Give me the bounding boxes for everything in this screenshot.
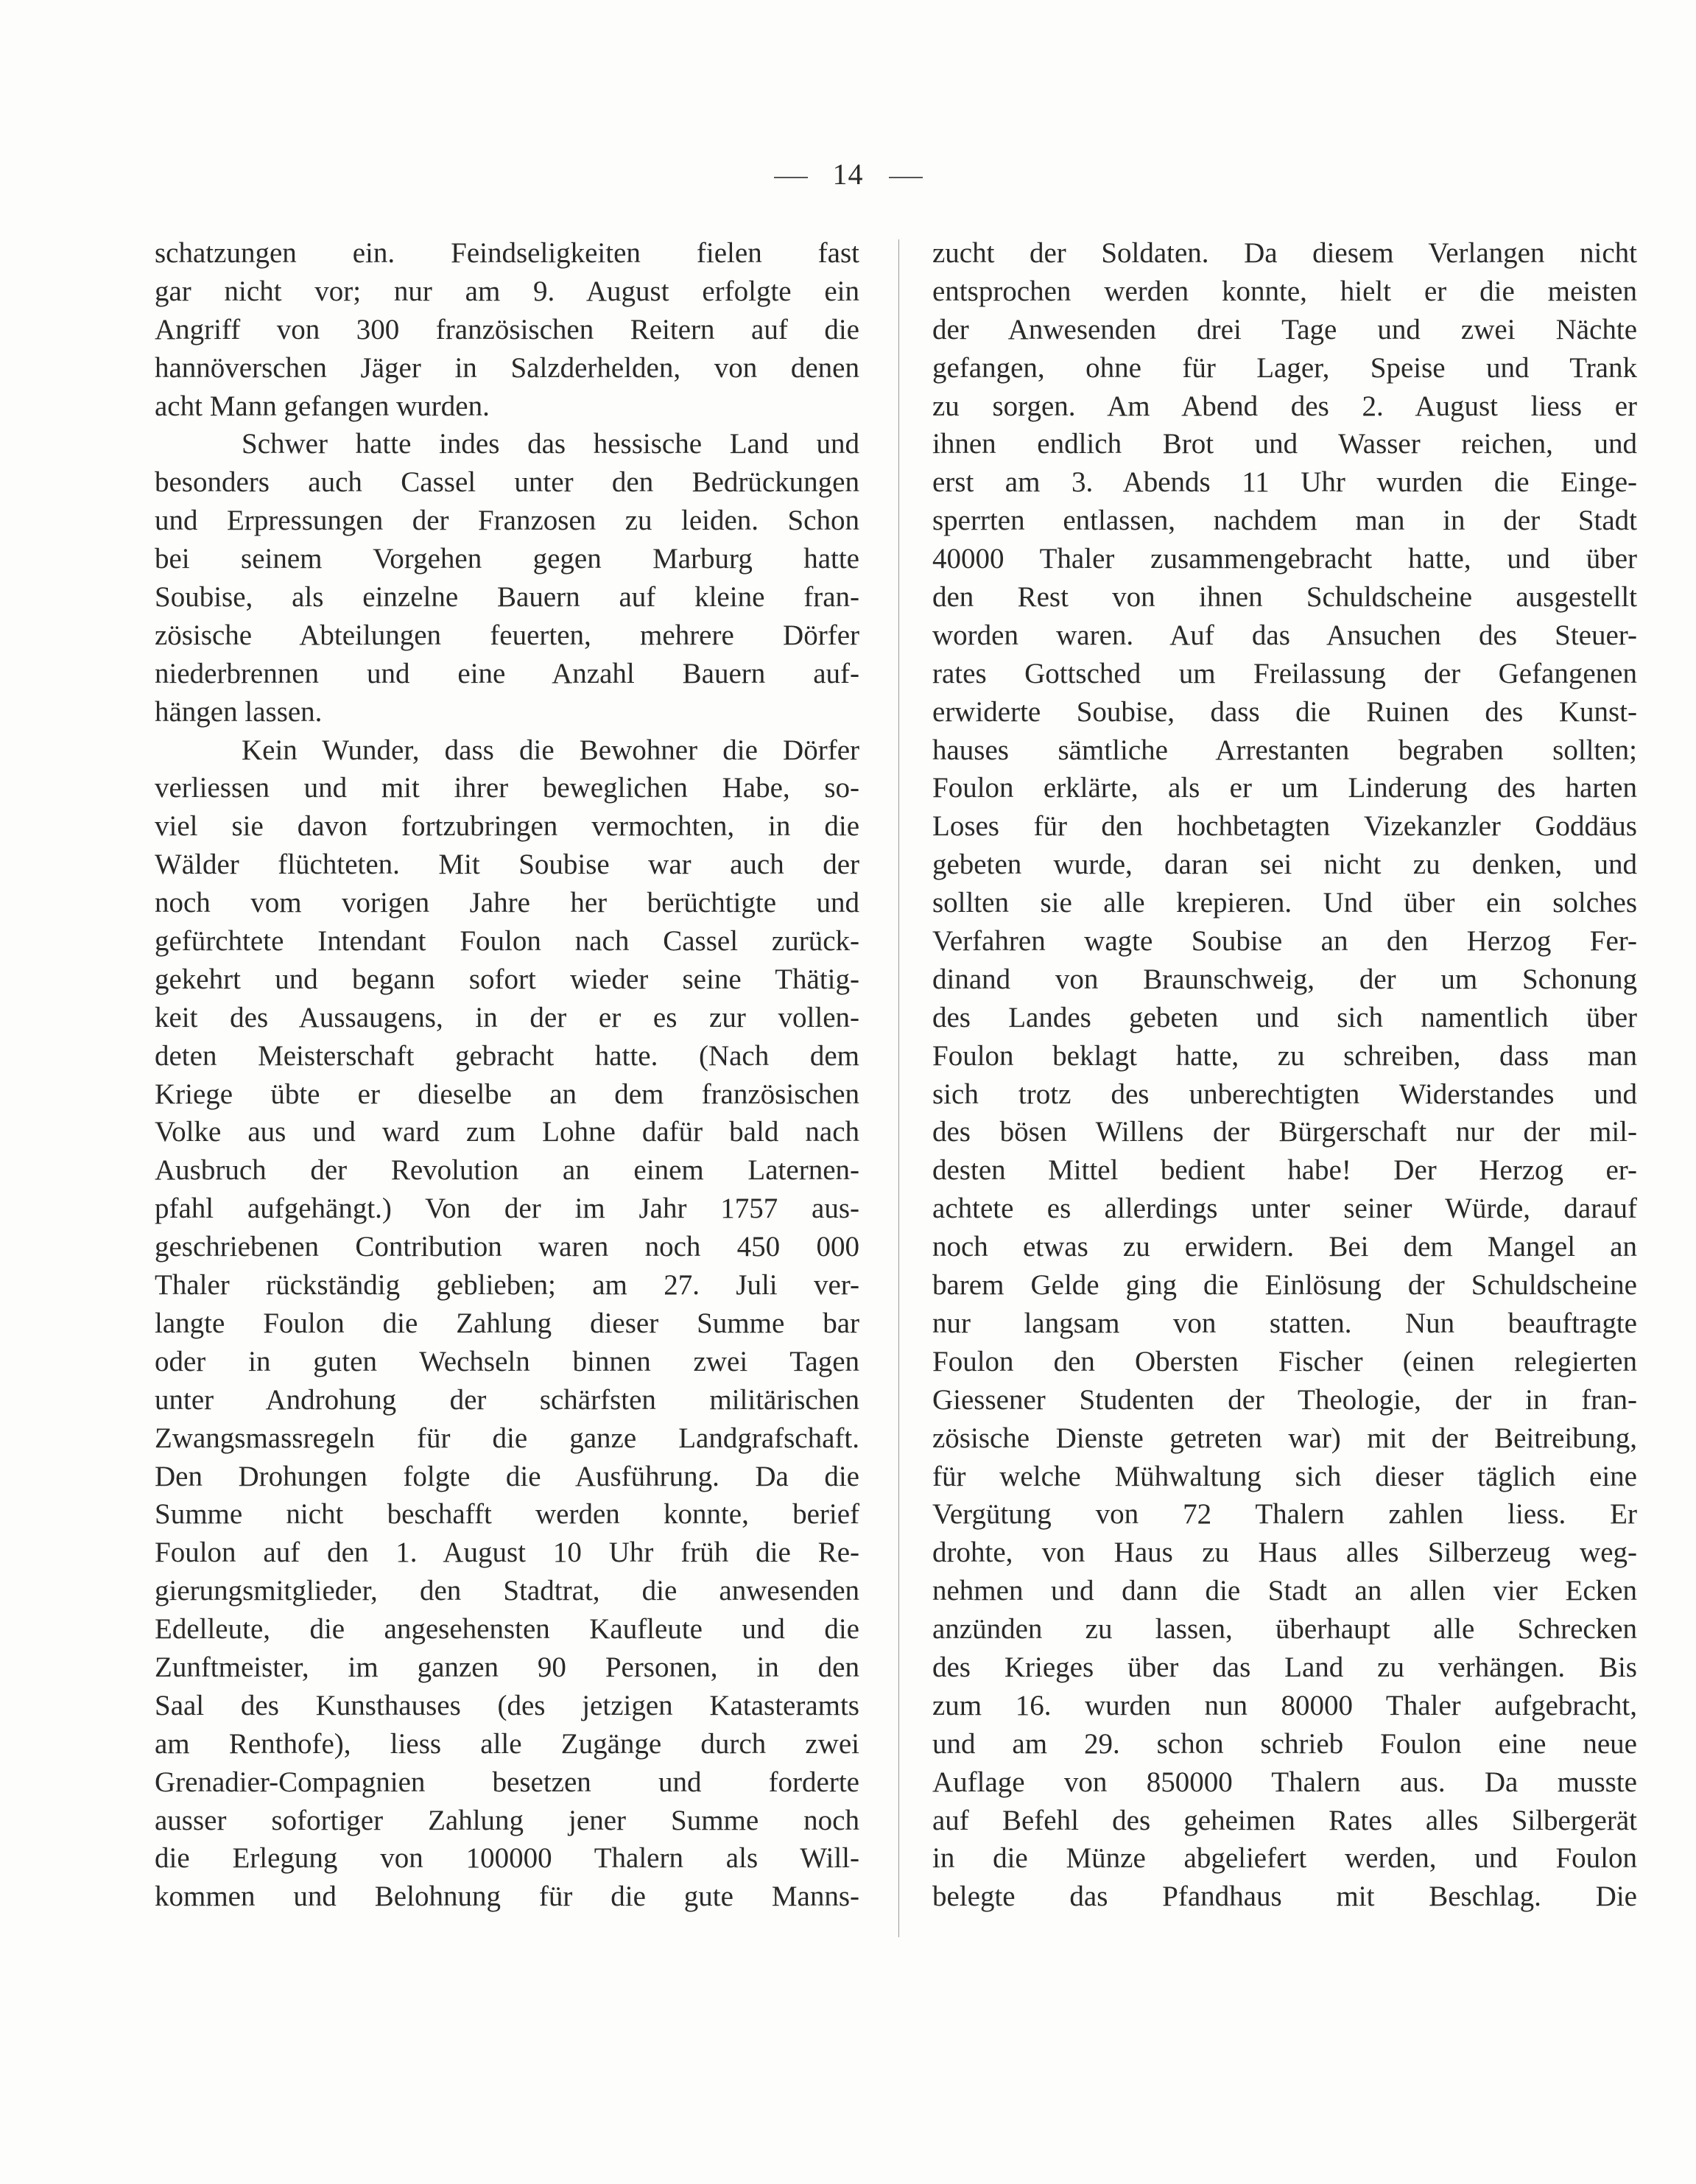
text-line: noch vom vorigen Jahre her berüchtigte und [155,887,859,919]
text-line: und am 29. schon schrieb Foulon eine neue [932,1727,1637,1760]
text-line: achtete es allerdings unter seiner Würde, darauf [932,1193,1637,1225]
text-line: den Rest von ihnen Schuldscheine ausgestellt [932,581,1637,614]
text-line: des Krieges über das Land zu verhängen. Bis [932,1651,1637,1683]
text-line: zucht der Soldaten. Da diesem Verlangen nicht [932,237,1637,269]
text-line: des Landes gebeten und sich namentlich über [932,1001,1637,1033]
text-line: Wälder flüchteten. Mit Soubise war auch der [155,849,859,881]
text-line: drohte, von Haus zu Haus alles Silberzeug weg- [932,1537,1637,1569]
text-line: und Erpressungen der Franzosen zu leiden. Schon [155,505,859,537]
text-line: sich trotz des unberechtigten Widerstandes und [932,1078,1637,1110]
text-line: geschriebenen Contribution waren noch 450 000 [155,1231,859,1263]
text-line: hängen lassen. [155,695,323,728]
text-line: zösische Dienste getreten war) mit der Beitreibung, [932,1422,1637,1454]
text-line: kommen und Belohnung für die gute Manns- [155,1881,859,1913]
header-dash-left [774,177,808,178]
text-line: sperrten entlassen, nachdem man in der Stadt [932,505,1637,537]
page-number: 14 [832,158,864,191]
text-line: gar nicht vor; nur am 9. August erfolgte ein [155,275,859,307]
text-line: Auflage von 850000 Thalern aus. Da musste [932,1766,1637,1798]
text-line: die Erlegung von 100000 Thalern als Will- [155,1842,859,1875]
text-line: besonders auch Cassel unter den Bedrückungen [155,466,859,499]
text-line: Summe nicht beschafft werden konnte, berief [155,1498,859,1531]
text-line: Foulon den Obersten Fischer (einen relegierten [932,1345,1637,1377]
text-line: Saal des Kunsthauses (des jetzigen Katasteramts [155,1689,859,1721]
text-line: Loses für den hochbetagten Vizekanzler Goddäus [932,810,1637,843]
text-line: gefangen, ohne für Lager, Speise und Trank [932,351,1637,384]
text-line: des bösen Willens der Bürgerschaft nur der mil- [932,1116,1637,1148]
text-line: Angriff von 300 französischen Reitern auf die [155,313,859,345]
text-line: der Anwesenden drei Tage und zwei Nächte [932,313,1637,345]
text-line: Foulon erklärte, als er um Linderung des harten [932,772,1637,804]
text-line: worden waren. Auf das Ansuchen des Steuer- [932,619,1637,651]
text-line: Giessener Studenten der Theologie, der in fran- [932,1383,1637,1416]
text-line: belegte das Pfandhaus mit Beschlag. Die [932,1881,1637,1913]
text-line: sollten sie alle krepieren. Und über ein solches [932,887,1637,919]
text-line: pfahl aufgehängt.) Von der im Jahr 1757 aus- [155,1193,859,1225]
text-line: schatzungen ein. Feindseligkeiten fielen fast [155,237,859,269]
text-line: Den Drohungen folgte die Ausführung. Da die [155,1460,859,1492]
text-line: hauses sämtliche Arrestanten begraben sollten; [932,734,1637,766]
text-line: gekehrt und begann sofort wieder seine Thätig- [155,963,859,995]
text-line: anzünden zu lassen, überhaupt alle Schrecken [932,1613,1637,1646]
text-line: Verfahren wagte Soubise an den Herzog Fer- [932,925,1637,958]
text-line: langte Foulon die Zahlung dieser Summe bar [155,1307,859,1339]
text-line: ihnen endlich Brot und Wasser reichen, und [932,428,1637,460]
text-line: acht Mann gefangen wurden. [155,390,490,422]
text-line: in die Münze abgeliefert werden, und Foulon [932,1842,1637,1875]
text-line: barem Gelde ging die Einlösung der Schuldscheine [932,1269,1637,1302]
text-line: Volke aus und ward zum Lohne dafür bald nach [155,1116,859,1148]
text-line: desten Mittel bedient habe! Der Herzog er- [932,1154,1637,1187]
text-line: Schwer hatte indes das hessische Land und [242,428,859,460]
text-line: erst am 3. Abends 11 Uhr wurden die Einge- [932,466,1637,499]
text-line: niederbrennen und eine Anzahl Bauern auf- [155,657,859,689]
text-line: zösische Abteilungen feuerten, mehrere Dörfer [155,619,859,651]
text-line: 40000 Thaler zusammengebracht hatte, und über [932,543,1637,575]
text-line: rates Gottsched um Freilassung der Gefangenen [932,657,1637,689]
text-line: noch etwas zu erwidern. Bei dem Mangel an [932,1231,1637,1263]
header-dash-right [889,177,923,178]
text-line: gebeten wurde, daran sei nicht zu denken, und [932,849,1637,881]
text-line: oder in guten Wechseln binnen zwei Tagen [155,1345,859,1377]
text-line: entsprochen werden konnte, hielt er die meisten [932,275,1637,307]
text-line: unter Androhung der schärfsten militärischen [155,1383,859,1416]
text-line: für welche Mühwaltung sich dieser täglich eine [932,1460,1637,1492]
text-line: keit des Aussaugens, in der er es zur vollen- [155,1001,859,1033]
text-line: Edelleute, die angesehensten Kaufleute und die [155,1613,859,1646]
text-line: ausser sofortiger Zahlung jener Summe noch [155,1804,859,1836]
text-line: verliessen und mit ihrer beweglichen Habe, so- [155,772,859,804]
text-line: zu sorgen. Am Abend des 2. August liess er [932,390,1637,422]
left-text-column [155,234,859,1916]
text-line: am Renthofe), liess alle Zugänge durch zwei [155,1727,859,1760]
text-line: Soubise, als einzelne Bauern auf kleine fran- [155,581,859,614]
text-line: Thaler rückständig geblieben; am 27. Juli ver- [155,1269,859,1302]
text-line: auf Befehl des geheimen Rates alles Silbergerät [932,1804,1637,1836]
text-line: Zunftmeister, im ganzen 90 Personen, in den [155,1651,859,1683]
text-line: zum 16. wurden nun 80000 Thaler aufgebracht, [932,1689,1637,1721]
text-line: Grenadier-Compagnien besetzen und forderte [155,1766,859,1798]
text-line: Foulon beklagt hatte, zu schreiben, dass man [932,1039,1637,1072]
column-divider [898,239,899,1937]
right-text-column [932,234,1637,1916]
text-line: deten Meisterschaft gebracht hatte. (Nach dem [155,1039,859,1072]
text-line: Kein Wunder, dass die Bewohner die Dörfer [242,734,859,766]
text-line: dinand von Braunschweig, der um Schonung [932,963,1637,995]
text-line: hannöverschen Jäger in Salzderhelden, von denen [155,351,859,384]
text-line: Kriege übte er dieselbe an dem französischen [155,1078,859,1110]
text-line: bei seinem Vorgehen gegen Marburg hatte [155,543,859,575]
text-line: Vergütung von 72 Thalern zahlen liess. Er [932,1498,1637,1531]
text-line: Zwangsmassregeln für die ganze Landgrafschaft. [155,1422,859,1454]
text-line: gierungsmitglieder, den Stadtrat, die anwesenden [155,1575,859,1607]
text-line: nehmen und dann die Stadt an allen vier Ecken [932,1575,1637,1607]
text-line: nur langsam von statten. Nun beauftragte [932,1307,1637,1339]
text-line: Foulon auf den 1. August 10 Uhr früh die Re- [155,1537,859,1569]
text-line: Ausbruch der Revolution an einem Laternen- [155,1154,859,1187]
page-number-header [0,156,1696,193]
text-line: erwiderte Soubise, dass die Ruinen des Kunst- [932,695,1637,728]
text-line: gefürchtete Intendant Foulon nach Cassel zurück- [155,925,859,958]
text-line: viel sie davon fortzubringen vermochten, in die [155,810,859,843]
